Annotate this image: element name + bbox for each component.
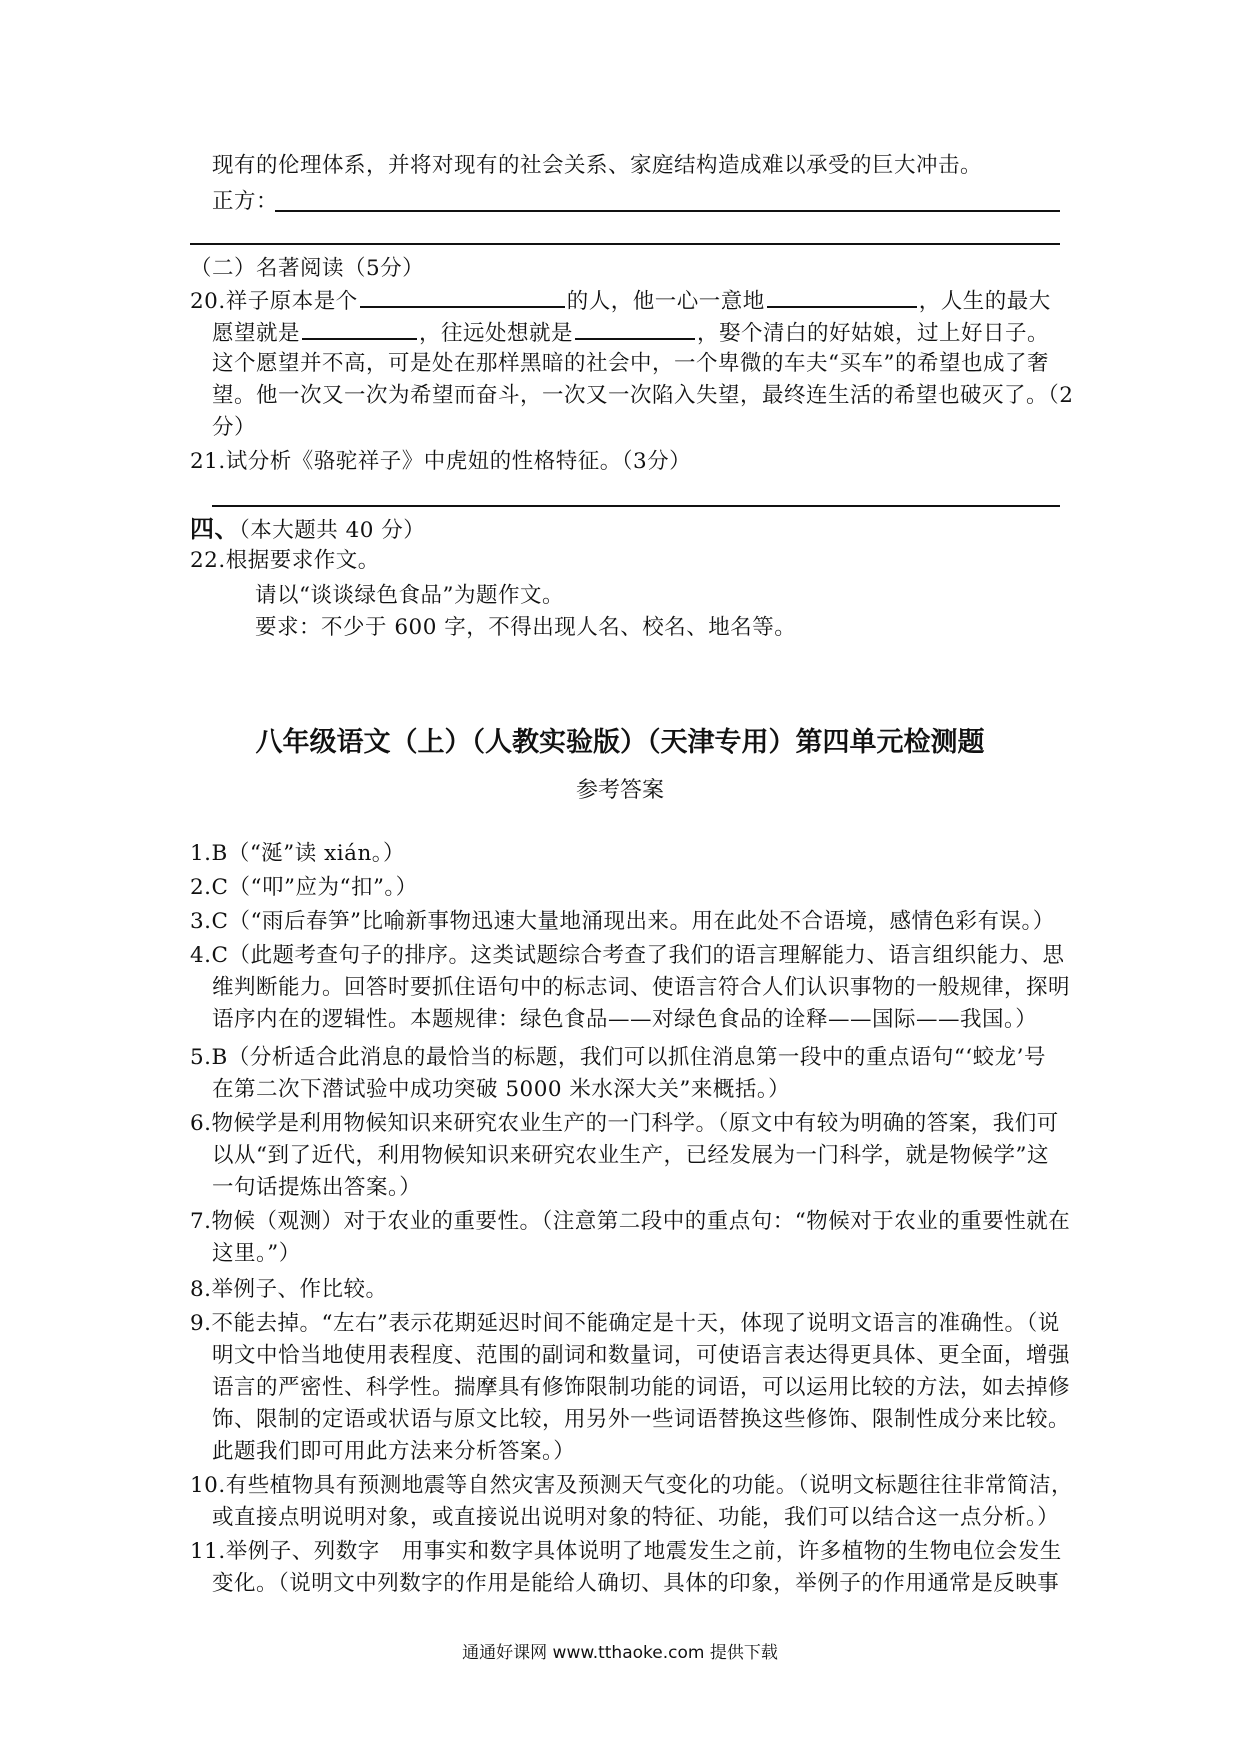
answer-line-text: 9.不能去掉。“左右”表示花期延迟时间不能确定是十天，体现了说明文语言的准确性。（说 — [190, 1311, 1060, 1336]
answer-line-text: 6.物候学是利用物候知识来研究农业生产的一门科学。（原文中有较为明确的答案，我们可 — [190, 1111, 1059, 1136]
question-20-line-5: 分） — [212, 415, 257, 440]
answer-line-text: 2.C（“叩”应为“扣”。） — [190, 875, 418, 900]
essay-prompt: 请以“谈谈绿色食品”为题作文。 — [255, 583, 564, 608]
answer-line-text: 此题我们即可用此方法来分析答案。） — [212, 1439, 576, 1464]
question-20-line-3: 这个愿望并不高，可是处在那样黑暗的社会中，一个卑微的车夫“买车”的希望也成了奢 — [212, 351, 1049, 376]
answer-line-text: 饰、限制的定语或状语与原文比较，用另外一些词语替换这些修饰、限制性成分来比较。 — [212, 1407, 1071, 1432]
answer-line-text: 一句话提炼出答案。） — [212, 1175, 422, 1200]
answer-line-text: 语序内在的逻辑性。本题规律：绿色食品——对绿色食品的诠释——国际——我国。） — [212, 1007, 1038, 1032]
section-heading: （二）名著阅读（5分） — [190, 256, 425, 281]
answer-line — [190, 243, 1060, 245]
answer-line-text: 以从“到了近代，利用物候知识来研究农业生产，已经发展为一门科学，就是物候学”这 — [212, 1143, 1049, 1168]
answer-line-text: 8.举例子、作比较。 — [190, 1277, 388, 1302]
question-20-line-4: 望。他一次又一次为希望而奋斗，一次又一次陷入失望，最终连生活的希望也破灭了。（2 — [212, 383, 1074, 408]
answer-key-title: 八年级语文（上）（人教实验版）（天津专用）第四单元检测题 — [255, 727, 985, 758]
fill-blank[interactable] — [575, 316, 695, 340]
question-20-line-1: 20.祥子原本是个 的人，他一心一意地 ，人生的最大 — [190, 284, 1051, 318]
question-22: 22.根据要求作文。 — [190, 548, 380, 573]
answer-line-text: 变化。（说明文中列数字的作用是能给人确切、具体的印象，举例子的作用通常是反映事 — [212, 1571, 1060, 1596]
page-footer: 通通好课网 www.tthaoke.com 提供下载 — [462, 1643, 778, 1663]
answer-line-text: 明文中恰当地使用表程度、范围的副词和数量词，可使语言表达得更具体、更全面，增强 — [212, 1343, 1071, 1368]
answer-line-text: 这里。”） — [212, 1241, 301, 1266]
answer-line-text: 11.举例子、列数字 用事实和数字具体说明了地震发生之前，许多植物的生物电位会发生 — [190, 1539, 1062, 1564]
text-line: 现有的伦理体系，并将对现有的社会关系、家庭结构造成难以承受的巨大冲击。 — [212, 153, 983, 178]
answer-line — [275, 210, 1060, 212]
question-20-line-2: 愿望就是 ，往远处想就是 ，娶个清白的好姑娘，过上好日子。 — [212, 316, 1049, 350]
answer-line-text: 维判断能力。回答时要抓住语句中的标志词、使语言符合人们认识事物的一般规律，探明 — [212, 975, 1071, 1000]
answer-line-text: 3.C（“雨后春笋”比喻新事物迅速大量地涌现出来。用在此处不合语境，感情色彩有误。） — [190, 909, 1055, 934]
answer-line-text: 5.B（分析适合此消息的最恰当的标题，我们可以抓住消息第一段中的重点语句“‘蛟龙’号 — [190, 1045, 1046, 1070]
answer-line — [212, 505, 1060, 507]
question-21: 21.试分析《骆驼祥子》中虎妞的性格特征。（3分） — [190, 449, 692, 474]
fill-blank[interactable] — [302, 316, 417, 340]
answer-line-text: 10.有些植物具有预测地震等自然灾害及预测天气变化的功能。（说明文标题往往非常简洁， — [190, 1473, 1073, 1498]
answer-key-subtitle: 参考答案 — [575, 778, 664, 803]
answer-line-text: 4.C（此题考查句子的排序。这类试题综合考查了我们的语言理解能力、语言组织能力、思 — [190, 943, 1065, 968]
answer-line-text: 在第二次下潜试验中成功突破 5000 米水深大关”来概括。） — [212, 1077, 791, 1102]
answer-line-text: 7.物候（观测）对于农业的重要性。（注意第二段中的重点句：“物候对于农业的重要性就在 — [190, 1209, 1071, 1234]
fill-blank[interactable] — [767, 284, 917, 308]
answer-line-text: 1.B（“涎”读 xián。） — [190, 841, 406, 866]
zhengfang-label: 正方： — [212, 189, 279, 214]
section-heading: 四、（本大题共 40 分） — [190, 514, 426, 543]
answer-line-text: 或直接点明说明对象，或直接说出说明对象的特征、功能，我们可以结合这一点分析。） — [212, 1505, 1060, 1530]
fill-blank[interactable] — [360, 284, 565, 308]
essay-requirement: 要求：不少于 600 字，不得出现人名、校名、地名等。 — [255, 615, 797, 640]
answer-line-text: 语言的严密性、科学性。揣摩具有修饰限制功能的词语，可以运用比较的方法，如去掉修 — [212, 1375, 1071, 1400]
